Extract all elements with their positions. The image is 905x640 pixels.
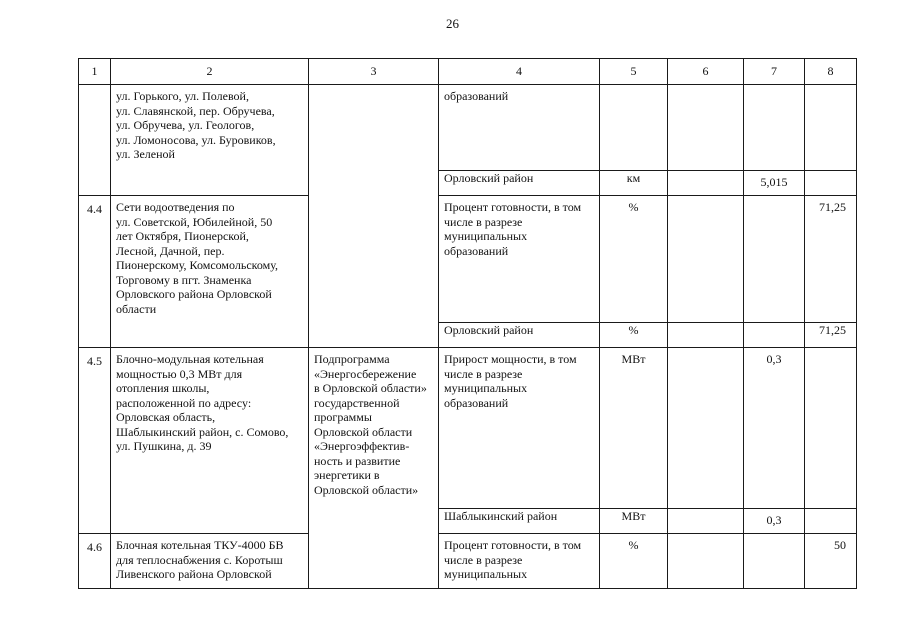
- header-cell: 8: [805, 59, 857, 85]
- item-number: 4.6: [79, 534, 111, 589]
- item-number: 4.5: [79, 348, 111, 534]
- header-row: [79, 59, 857, 85]
- value-col6: [668, 171, 744, 196]
- value-col6: [668, 534, 744, 589]
- value-col6: [668, 323, 744, 348]
- program-cell-top: [309, 85, 439, 348]
- value-col7: [744, 85, 805, 171]
- indicator-cell: Прирост мощности, в том числе в разрезе муниципальных образований: [439, 348, 600, 509]
- value-col6: [668, 85, 744, 171]
- district-cell: Шаблыкинский район: [439, 509, 600, 534]
- value-col6: [668, 509, 744, 534]
- page-number: 26: [446, 16, 459, 31]
- district-cell: Орловский район: [439, 323, 600, 348]
- value-col8: 50: [805, 534, 857, 589]
- value-col8: [805, 509, 857, 534]
- header-cell: 1: [79, 59, 111, 85]
- header-cell: 7: [744, 59, 805, 85]
- value-col6: [668, 196, 744, 323]
- item-number: [79, 85, 111, 196]
- unit-cell: %: [600, 196, 668, 323]
- value-col7: 5,015: [744, 171, 805, 196]
- table-row: [79, 534, 857, 589]
- header-cell: 6: [668, 59, 744, 85]
- unit-cell: км: [600, 171, 668, 196]
- table-row: [79, 196, 857, 323]
- header-cell: 5: [600, 59, 668, 85]
- value-col8: [805, 348, 857, 509]
- header-cell: 2: [111, 59, 309, 85]
- value-col8: 71,25: [805, 323, 857, 348]
- object-name: ул. Горького, ул. Полевой, ул. Славянской, пер. Обручева, ул. Обручева, ул. Геологов, ул. Ломоносова, ул. Буровиков, ул. Зеленой: [111, 85, 309, 196]
- program-table: [78, 58, 857, 589]
- district-cell: Орловский район: [439, 171, 600, 196]
- table-row: [79, 348, 857, 509]
- value-col7: [744, 534, 805, 589]
- unit-cell: [600, 85, 668, 171]
- unit-cell: МВт: [600, 348, 668, 509]
- unit-cell: МВт: [600, 509, 668, 534]
- value-col8: 71,25: [805, 196, 857, 323]
- value-col7: [744, 323, 805, 348]
- item-number: 4.4: [79, 196, 111, 348]
- value-col8: [805, 85, 857, 171]
- indicator-cell: Процент готовности, в том числе в разрезе муниципальных: [439, 534, 600, 589]
- header-cell: 4: [439, 59, 600, 85]
- value-col7: 0,3: [744, 348, 805, 509]
- subprogram-cell: Подпрограмма «Энергосбережение в Орловской области» государственной программы Орловской области «Энергоэффектив- ность и развитие энергетики в Орловской области»: [309, 348, 439, 589]
- value-col7: [744, 196, 805, 323]
- value-col7: 0,3: [744, 509, 805, 534]
- object-name: Сети водоотведения по ул. Советской, Юбилейной, 50 лет Октября, Пионерской, Лесной, Дачной, пер. Пионерскому, Комсомольскому, Торговому в пгт. Знаменка Орловского района Орловской области: [111, 196, 309, 348]
- indicator-cell: Процент готовности, в том числе в разрезе муниципальных образований: [439, 196, 600, 323]
- unit-cell: %: [600, 323, 668, 348]
- indicator-cell: образований: [439, 85, 600, 171]
- object-name: Блочно-модульная котельная мощностью 0,3 МВт для отопления школы, расположенной по адресу: Орловская область, Шаблыкинский район, с. Сомово, ул. Пушкина, д. 39: [111, 348, 309, 534]
- object-name: Блочная котельная ТКУ-4000 БВ для теплоснабжения с. Коротыш Ливенского района Орловской: [111, 534, 309, 589]
- header-cell: 3: [309, 59, 439, 85]
- table-row: [79, 85, 857, 171]
- value-col6: [668, 348, 744, 509]
- unit-cell: %: [600, 534, 668, 589]
- value-col8: [805, 171, 857, 196]
